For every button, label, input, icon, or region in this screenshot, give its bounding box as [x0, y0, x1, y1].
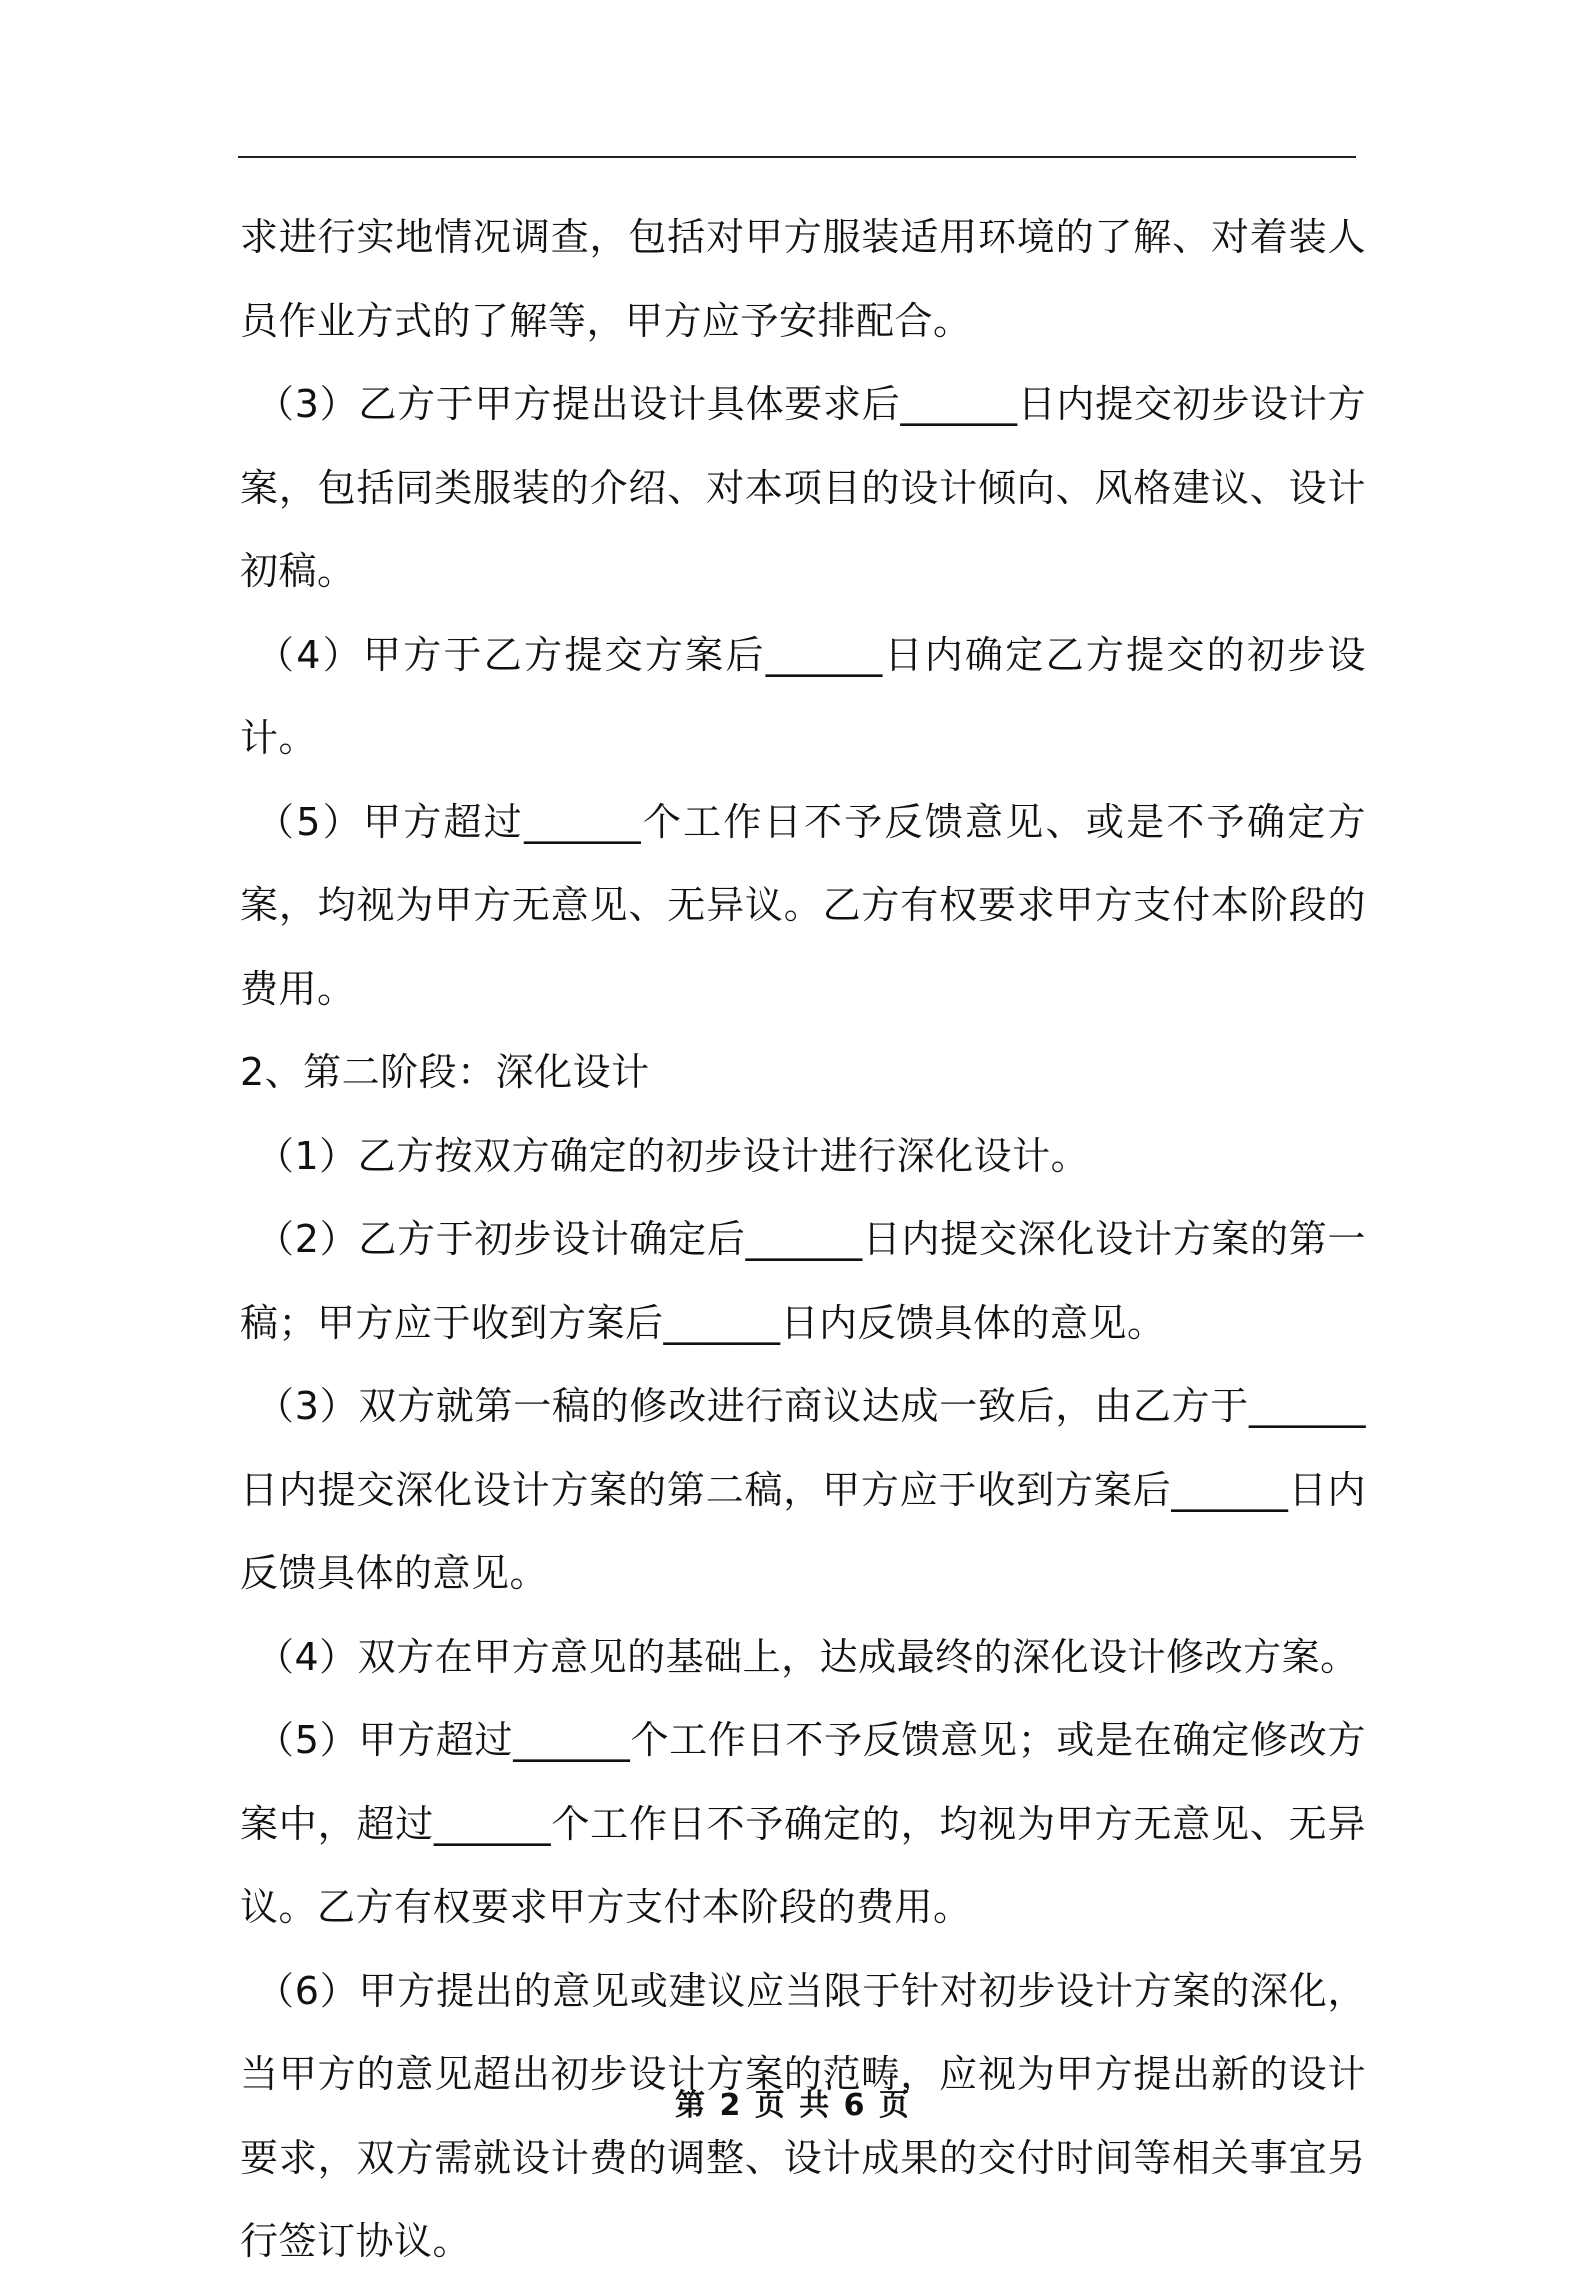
paragraph-4: （5）甲方超过______个工作日不予反馈意见、或是不予确定方案，均视为甲方无意见、无异议。乙方有权要求甲方支付本阶段的费用。	[240, 799, 1366, 1011]
paragraph-2: （3）乙方于甲方提出设计具体要求后______日内提交初步设计方案，包括同类服装的介绍、对本项目的设计倾向、风格建议、设计初稿。	[240, 382, 1366, 593]
page-number-footer: 第 2 页 共 6 页	[675, 2088, 911, 2123]
paragraph-6: （1）乙方按双方确定的初步设计进行深化设计。	[256, 1133, 1090, 1178]
paragraph-10: （5）甲方超过______个工作日不予反馈意见；或是在确定修改方案中，超过______个工作日不予确定的，均视为甲方无意见、无异议。乙方有权要求甲方支付本阶段的费用。	[240, 1718, 1366, 1929]
paragraph-1: 求进行实地情况调查，包括对甲方服装适用环境的了解、对着装人员作业方式的了解等，甲方应予安排配合。	[240, 215, 1366, 343]
section-heading-stage-2: 2、第二阶段：深化设计	[240, 1050, 650, 1094]
header-rule	[238, 156, 1356, 158]
paragraph-9: （4）双方在甲方意见的基础上，达成最终的深化设计修改方案。	[256, 1634, 1359, 1679]
paragraph-11: （6）甲方提出的意见或建议应当限于针对初步设计方案的深化，当甲方的意见超出初步设计方案的范畴，应视为甲方提出新的设计要求，双方需就设计费的调整、设计成果的交付时间等相关事宜另行签订协议。	[240, 1968, 1366, 2263]
paragraph-7: （2）乙方于初步设计确定后______日内提交深化设计方案的第一稿；甲方应于收到方案后______日内反馈具体的意见。	[240, 1217, 1366, 1345]
paragraph-8: （3）双方就第一稿的修改进行商议达成一致后，由乙方于______日内提交深化设计方案的第二稿，甲方应于收到方案后______日内反馈具体的意见。	[240, 1384, 1366, 1595]
document-body	[240, 196, 1366, 2284]
paragraph-3: （4）甲方于乙方提交方案后______日内确定乙方提交的初步设计。	[240, 632, 1366, 760]
